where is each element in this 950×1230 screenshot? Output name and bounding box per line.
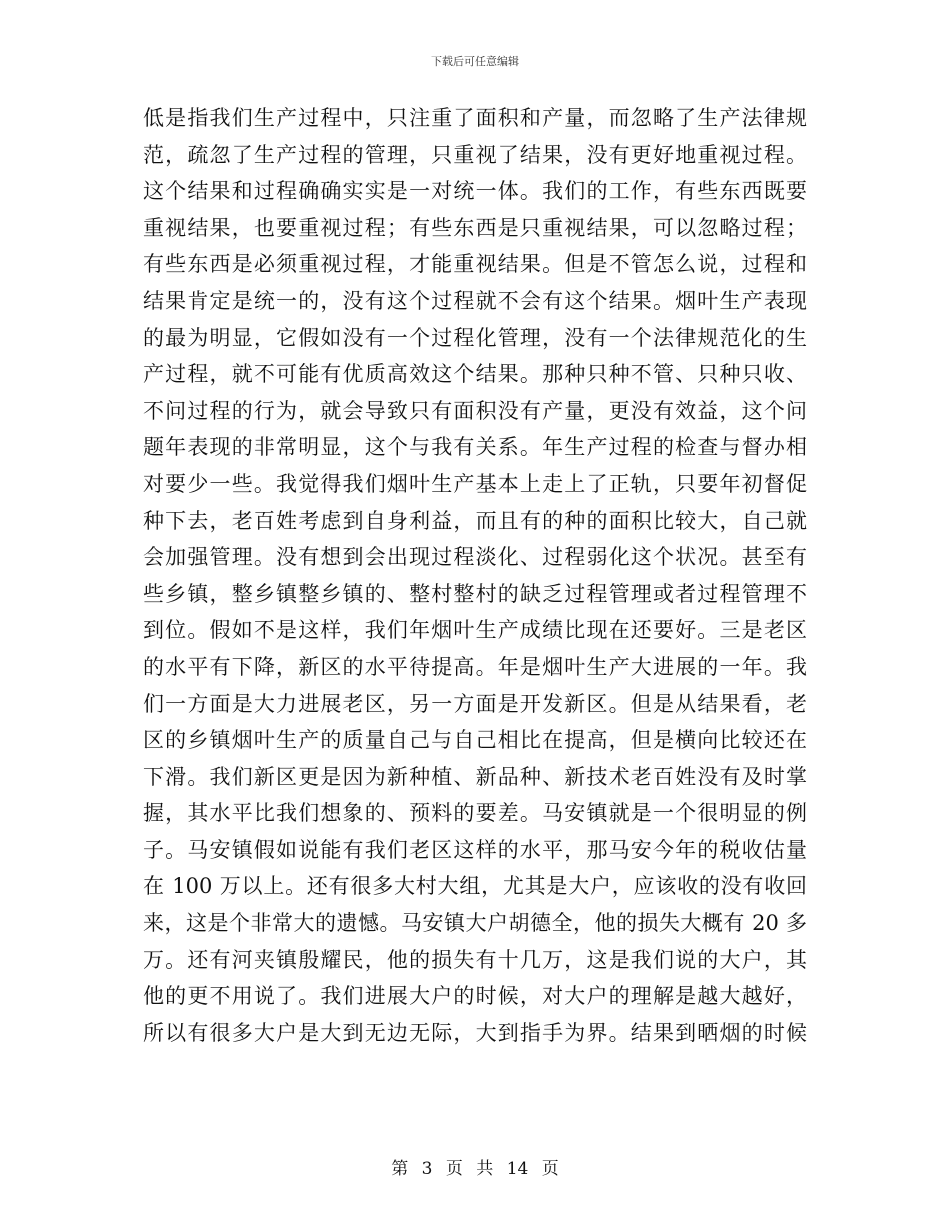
text-line: 产过程，就不可能有优质高效这个结果。那种只种不管、只种只收、	[143, 362, 807, 387]
body-text	[143, 100, 807, 1051]
footer-prefix: 第	[391, 1159, 409, 1179]
text-line: 低是指我们生产过程中，只注重了面积和产量，而忽略了生产法律规	[143, 106, 807, 130]
text-line: 来，这是个非常大的遗憾。马安镇大户胡德全，他的损失大概有 20 多	[143, 911, 807, 936]
footer-page-label: 页	[445, 1159, 463, 1179]
text-line: 所以有很多大户是大到无边无际，大到指手为界。结果到晒烟的时候	[143, 1020, 807, 1045]
footer-total-pages: 14	[506, 1159, 529, 1179]
text-line: 有些东西是必须重视过程，才能重视结果。但是不管怎么说，过程和	[143, 252, 807, 277]
text-line: 区的乡镇烟叶生产的质量自己与自己相比在提高，但是横向比较还在	[143, 728, 807, 753]
page-header: 下载后可任意编辑	[431, 55, 519, 68]
text-line: 种下去，老百姓考虑到自身利益，而且有的种的面积比较大，自己就	[143, 508, 807, 533]
text-line: 子。马安镇假如说能有我们老区这样的水平，那马安今年的税收估量	[143, 837, 807, 862]
text-line: 的水平有下降，新区的水平待提高。年是烟叶生产大进展的一年。我	[143, 654, 807, 679]
text-line: 对要少一些。我觉得我们烟叶生产基本上走上了正轨，只要年初督促	[143, 471, 807, 496]
text-line: 他的更不用说了。我们进展大户的时候，对大户的理解是越大越好，	[143, 984, 807, 1009]
text-line: 不问过程的行为，就会导致只有面积没有产量，更没有效益，这个问	[143, 398, 807, 423]
text-line: 结果肯定是统一的，没有这个过程就不会有这个结果。烟叶生产表现	[143, 288, 807, 313]
text-line: 会加强管理。没有想到会出现过程淡化、过程弱化这个状况。甚至有	[143, 545, 807, 570]
text-line: 在 100 万以上。还有很多大村大组，尤其是大户，应该收的没有收回	[143, 874, 807, 899]
text-line: 到位。假如不是这样，我们年烟叶生产成绩比现在还要好。三是老区	[143, 618, 807, 643]
text-line: 下滑。我们新区更是因为新种植、新品种、新技术老百姓没有及时掌	[143, 764, 807, 789]
footer-suffix: 页	[541, 1159, 559, 1179]
footer-total-label: 共	[476, 1159, 494, 1179]
text-line: 们一方面是大力进展老区，另一方面是开发新区。但是从结果看，老	[143, 691, 807, 716]
text-line: 的最为明显，它假如没有一个过程化管理，没有一个法律规范化的生	[143, 325, 807, 350]
text-line: 题年表现的非常明显，这个与我有关系。年生产过程的检查与督办相	[143, 435, 807, 460]
text-line: 范，疏忽了生产过程的管理，只重视了结果，没有更好地重视过程。	[143, 142, 807, 167]
text-line: 万。还有河夹镇殷耀民，他的损失有十几万，这是我们说的大户，其	[143, 947, 807, 972]
page-footer	[0, 1154, 950, 1179]
text-line: 握，其水平比我们想象的、预料的要差。马安镇就是一个很明显的例	[143, 801, 807, 826]
footer-current-page: 3	[421, 1159, 433, 1179]
text-line: 些乡镇，整乡镇整乡镇的、整村整村的缺乏过程管理或者过程管理不	[143, 581, 807, 606]
text-line: 重视结果，也要重视过程；有些东西是只重视结果，可以忽略过程；	[143, 215, 807, 240]
text-line: 这个结果和过程确确实实是一对统一体。我们的工作，有些东西既要	[143, 179, 807, 204]
